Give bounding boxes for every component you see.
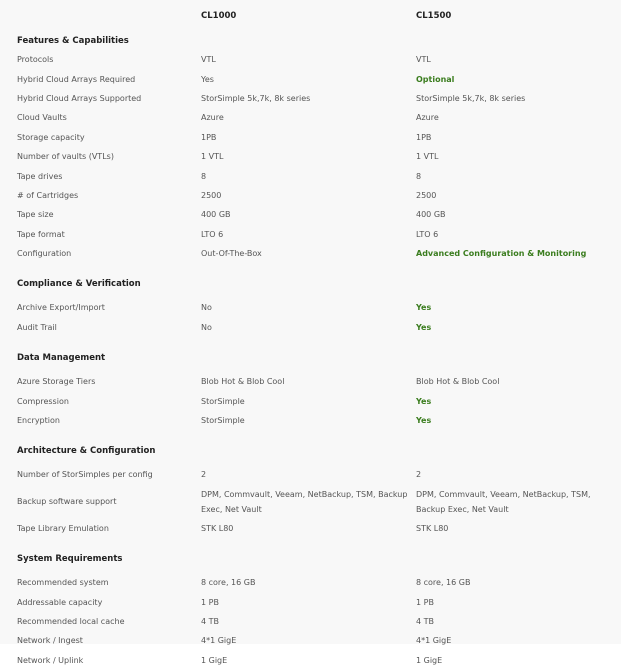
section-title: Data Management	[17, 352, 106, 363]
cl1500-value	[411, 298, 621, 317]
cl1500-value	[411, 318, 621, 337]
highlight-value: Yes	[416, 416, 432, 426]
section-title: System Requirements	[17, 553, 123, 564]
cl1500-value: 2	[416, 470, 422, 480]
table-row	[0, 225, 621, 244]
cl1000-value: 2500	[201, 190, 222, 200]
cl1000-value: LTO 6	[201, 229, 224, 239]
table-row	[0, 391, 621, 410]
cl1000-value: Out-Of-The-Box	[201, 249, 262, 259]
row-label: Configuration	[17, 249, 72, 259]
cl1000-value: Yes	[201, 74, 214, 84]
row-label: Cloud Vaults	[17, 113, 67, 123]
row-label: Recommended local cache	[17, 617, 125, 626]
row-label: Azure Storage Tiers	[17, 377, 96, 387]
row-label: Tape format	[17, 229, 65, 239]
cl1000-value: VTL	[201, 55, 216, 65]
highlight-value: Yes	[416, 322, 432, 332]
row-label: Network / Ingest	[17, 636, 83, 646]
cl1000-value: StorSimple	[201, 416, 245, 426]
row-label: Encryption	[17, 416, 60, 426]
cl1000-value: Azure	[201, 113, 224, 123]
cl1500-value	[411, 411, 621, 430]
table-row	[0, 372, 621, 391]
cl1500-value: 2500	[416, 190, 437, 200]
row-label: Archive Export/Import	[17, 303, 105, 313]
cl1500-value: 1 VTL	[416, 152, 439, 162]
table-row	[0, 411, 621, 430]
cl1000-value: No	[201, 303, 212, 313]
cl1500-value: Azure	[416, 113, 439, 123]
cl1000-value: StorSimple 5k,7k, 8k series	[201, 93, 311, 103]
cl1500-value: 1 GigE	[416, 655, 443, 665]
row-label: Number of vaults (VTLs)	[17, 152, 114, 162]
table-row	[0, 612, 621, 631]
table-row	[0, 166, 621, 185]
cl1000-value: 1 VTL	[201, 152, 224, 162]
table-row	[0, 205, 621, 224]
cl1500-value: LTO 6	[416, 229, 439, 239]
table-row	[0, 69, 621, 88]
cl1500-value: VTL	[416, 55, 431, 65]
cl1500-value: 4*1 GigE	[416, 636, 452, 646]
cl1000-value: 1 GigE	[201, 655, 228, 665]
row-label: Tape size	[17, 210, 54, 220]
cl1500-value: DPM, Commvault, Veeam, NetBackup, TSM, Backup Exec, Net Vault	[416, 489, 591, 514]
cl1500-value	[411, 244, 621, 263]
table-row	[0, 318, 621, 337]
row-label: Tape Library Emulation	[17, 523, 109, 533]
row-label: Audit Trail	[17, 322, 57, 332]
highlight-value: Optional	[416, 74, 455, 84]
section-title: Compliance & Verification	[17, 278, 141, 289]
row-label: Network / Uplink	[17, 655, 84, 665]
cl1500-value	[411, 391, 621, 410]
cl1500-value: StorSimple 5k,7k, 8k series	[416, 93, 526, 103]
row-label: Backup software support	[17, 497, 117, 507]
cl1000-value: 1PB	[201, 132, 217, 142]
cl1000-value: 4 TB	[201, 617, 220, 626]
cl1500-value: 1 PB	[416, 597, 434, 607]
section-header-row	[0, 31, 621, 50]
cl1500-value: 1PB	[416, 132, 432, 142]
cl1000-value: STK L80	[201, 523, 234, 533]
row-label: Storage capacity	[17, 132, 85, 142]
row-label: Recommended system	[17, 578, 109, 588]
section-header-row	[0, 430, 621, 465]
section-title: Architecture & Configuration	[17, 445, 156, 456]
section-header-row	[0, 337, 621, 372]
table-row	[0, 631, 621, 650]
section-header-row	[0, 263, 621, 298]
cl1000-value: Blob Hot & Blob Cool	[201, 377, 285, 387]
section-header-row	[0, 538, 621, 573]
row-label: Hybrid Cloud Arrays Required	[17, 74, 136, 84]
row-label: # of Cartridges	[17, 190, 79, 200]
cl1000-value: No	[201, 322, 212, 332]
table-row	[0, 89, 621, 108]
cl1500-value: STK L80	[416, 523, 449, 533]
table-row	[0, 573, 621, 592]
table-row	[0, 485, 621, 519]
cl1500-value: 8	[416, 171, 422, 181]
table-row	[0, 50, 621, 69]
cl1000-value: 2	[201, 470, 207, 480]
table-row	[0, 465, 621, 484]
cl1000-value: 400 GB	[201, 210, 231, 220]
highlight-value: Yes	[416, 303, 432, 313]
table-row	[0, 592, 621, 611]
highlight-value: Advanced Configuration & Monitoring	[416, 249, 587, 259]
cl1000-value: 8 core, 16 GB	[201, 578, 256, 588]
row-label: Number of StorSimples per config	[17, 470, 153, 480]
cl1000-value: 8	[201, 171, 207, 181]
table-body	[0, 31, 621, 670]
header-cl1500: CL1500	[416, 10, 452, 21]
table-row	[0, 244, 621, 263]
cl1500-value: 8 core, 16 GB	[416, 578, 471, 588]
table-row	[0, 128, 621, 147]
cl1000-value: 1 PB	[201, 597, 219, 607]
table-row	[0, 298, 621, 317]
section-title: Features & Capabilities	[17, 35, 129, 46]
highlight-value: Yes	[416, 396, 432, 406]
row-label: Tape drives	[17, 171, 63, 181]
table-header-row	[0, 0, 621, 31]
cl1500-value: Blob Hot & Blob Cool	[416, 377, 500, 387]
table-row	[0, 108, 621, 127]
table-row	[0, 651, 621, 670]
cl1500-value: 400 GB	[416, 210, 446, 220]
cl1000-value: 4*1 GigE	[201, 636, 237, 646]
row-label: Hybrid Cloud Arrays Supported	[17, 93, 142, 103]
table-row	[0, 147, 621, 166]
cl1500-value	[411, 69, 621, 88]
cl1000-value: DPM, Commvault, Veeam, NetBackup, TSM, Backup Exec, Net Vault	[201, 489, 408, 514]
row-label: Compression	[17, 396, 69, 406]
header-empty	[0, 0, 196, 31]
cl1500-value: 4 TB	[416, 617, 435, 626]
header-cl1000: CL1000	[201, 10, 237, 21]
row-label: Addressable capacity	[17, 597, 103, 607]
table-row	[0, 519, 621, 538]
cl1000-value: StorSimple	[201, 396, 245, 406]
table-row	[0, 186, 621, 205]
row-label: Protocols	[17, 55, 54, 65]
